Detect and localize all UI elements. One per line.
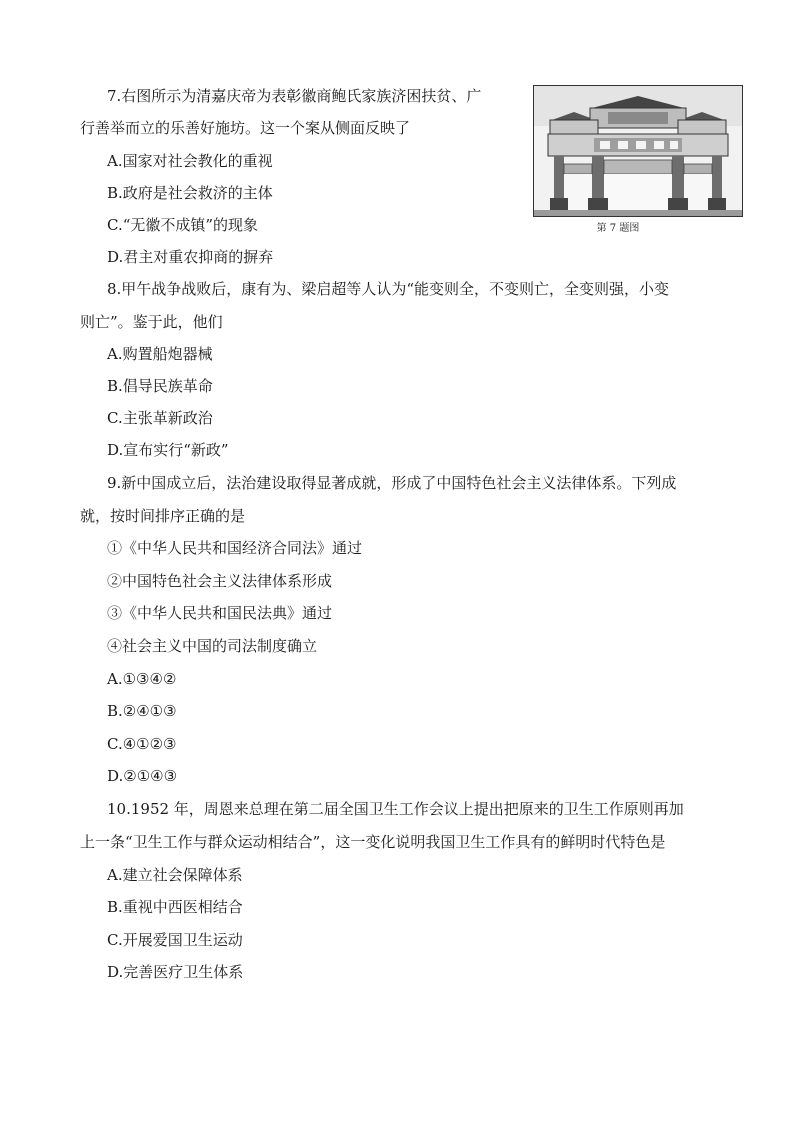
- q10-stem-line1: 10.1952 年，周恩来总理在第二届全国卫生工作会议上提出把原来的卫生工作原则再加: [107, 800, 684, 818]
- q7-option-c: C.“无徽不成镇”的现象: [107, 216, 259, 234]
- q10-option-b: B.重视中西医相结合: [107, 898, 243, 916]
- q9-option-c: C.④①②③: [107, 735, 177, 753]
- q9-stem-line1: 9.新中国成立后，法治建设取得显著成就，形成了中国特色社会主义法律体系。下列成: [107, 474, 677, 492]
- archway-image: [534, 86, 742, 216]
- q9-item-2: ②中国特色社会主义法律体系形成: [107, 572, 333, 590]
- q10-option-c: C.开展爱国卫生运动: [107, 931, 243, 949]
- q8-option-c: C.主张革新政治: [107, 409, 213, 427]
- q7-option-a: A.国家对社会教化的重视: [107, 152, 273, 170]
- q7-stem-line2: 行善举而立的乐善好施坊。这一个案从侧面反映了: [80, 119, 411, 137]
- figure-caption: 第 7 题图: [596, 223, 640, 234]
- q8-stem-line2: 则亡”。鉴于此，他们: [80, 313, 223, 331]
- q10-stem-line2: 上一条“卫生工作与群众运动相结合”，这一变化说明我国卫生工作具有的鲜明时代特色是: [80, 833, 666, 851]
- q9-item-3: ③《中华人民共和国民法典》通过: [107, 604, 333, 622]
- q8-option-a: A.购置船炮器械: [107, 345, 213, 363]
- q7-stem-line1: 7.右图所示为清嘉庆帝为表彰徽商鲍氏家族济困扶贫、广: [107, 87, 482, 105]
- q9-option-b: B.②④①③: [107, 702, 177, 720]
- q9-option-d: D.②①④③: [107, 767, 178, 785]
- q8-stem-line1: 8.甲午战争战败后，康有为、梁启超等人认为“能变则全，不变则亡，全变则强，小变: [107, 280, 669, 298]
- q9-item-4: ④社会主义中国的司法制度确立: [107, 637, 318, 655]
- memorial-archway-photo: [533, 85, 743, 217]
- q9-item-1: ①《中华人民共和国经济合同法》通过: [107, 539, 363, 557]
- q7-option-d: D.君主对重农抑商的摒弃: [107, 248, 274, 266]
- q8-option-b: B.倡导民族革命: [107, 377, 213, 395]
- q9-option-a: A.①③④②: [107, 670, 177, 688]
- q7-option-b: B.政府是社会救济的主体: [107, 184, 273, 202]
- q10-option-a: A.建立社会保障体系: [107, 866, 243, 884]
- q8-option-d: D.宣布实行“新政”: [107, 441, 229, 459]
- q7-figure: [533, 85, 743, 235]
- q9-stem-line2: 就，按时间排序正确的是: [80, 507, 246, 525]
- q10-option-d: D.完善医疗卫生体系: [107, 963, 244, 981]
